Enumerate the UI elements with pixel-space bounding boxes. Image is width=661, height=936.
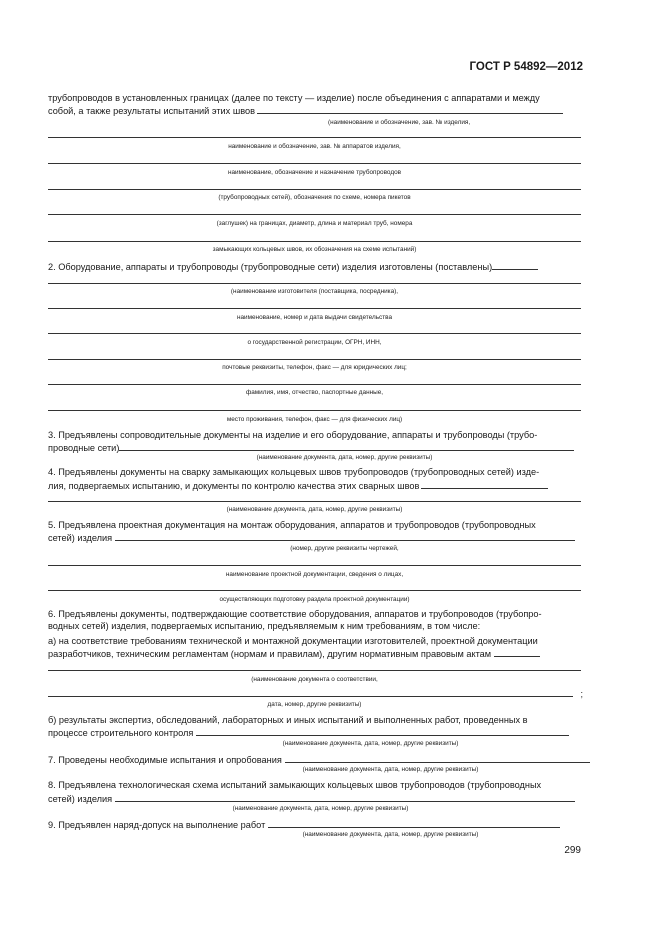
form-text-line: 4. Предъявлены документы на сварку замыкающих кольцевых швов трубопроводов (трубопроводных сетей) изде- (48, 467, 540, 477)
field-caption: наименование, номер и дата выдачи свидетельства (236, 314, 393, 321)
form-text-line: 9. Предъявлен наряд-допуск на выполнение работ (48, 820, 266, 830)
form-text-line: проводные сети) (48, 443, 120, 453)
field-caption: дата, номер, другие реквизиты) (267, 701, 362, 708)
form-text-line: а) на соответствие требованиям технической и монтажной документации изготовителей, проектной документации (48, 636, 538, 646)
semicolon-mark: ; (580, 689, 583, 699)
fill-line[interactable] (48, 308, 581, 309)
field-caption: замыкающих кольцевых швов, их обозначения на схеме испытаний) (212, 246, 417, 253)
field-caption: место проживания, телефон, факс — для физических лиц) (226, 416, 403, 423)
fill-line[interactable] (48, 501, 581, 502)
fill-line[interactable] (48, 214, 581, 215)
fill-line[interactable] (48, 410, 581, 411)
field-caption: почтовые реквизиты, телефон, факс — для юридических лиц; (222, 364, 407, 371)
fill-line[interactable] (48, 163, 581, 164)
field-caption: (номер, другие реквизиты чертежей, (290, 545, 399, 552)
form-text-line: 8. Предъявлена технологическая схема испытаний замыкающих кольцевых швов трубопроводов (трубопроводных (48, 780, 542, 790)
form-text-line: сетей) изделия (48, 794, 113, 804)
form-text-line: процессе строительного контроля (48, 728, 194, 738)
form-text-line: сетей) изделия (48, 533, 113, 543)
form-text-line: 2. Оборудование, аппараты и трубопроводы (трубопроводные сети) изделия изготовлены (поставлены) (48, 262, 493, 272)
form-text-line: б) результаты экспертиз, обследований, лабораторных и иных испытаний и выполненных работ, проведенных в (48, 715, 528, 725)
fill-line[interactable] (48, 565, 581, 566)
field-caption: (наименование документа, дата, номер, другие реквизиты) (282, 740, 459, 747)
field-caption: наименование, обозначение и назначение трубопроводов (227, 169, 402, 176)
field-caption: (наименование документа, дата, номер, другие реквизиты) (232, 805, 409, 812)
fill-line[interactable] (48, 137, 581, 138)
field-caption: (наименование и обозначение, зав. № изделия, (328, 119, 471, 126)
form-text-line: 5. Предъявлена проектная документация на монтаж оборудования, аппаратов и трубопроводов (трубопроводных (48, 520, 536, 530)
fill-line[interactable] (48, 696, 573, 697)
form-text-line: 7. Проведены необходимые испытания и опробования (48, 755, 282, 765)
form-text-line: разработчиков, техническим регламентам (нормам и правилам), другим нормативным правовым актам (48, 649, 492, 659)
fill-line[interactable] (48, 670, 581, 671)
document-header-id: ГОСТ Р 54892—2012 (469, 61, 583, 73)
field-caption: (заглушек) на границах, диаметр, длина и материал труб, номера (216, 220, 413, 227)
field-caption: фамилия, имя, отчество, паспортные данные, (245, 389, 384, 396)
field-caption: (наименование документа, дата, номер, другие реквизиты) (302, 766, 479, 773)
field-caption: наименование и обозначение, зав. № аппаратов изделия, (228, 143, 401, 150)
fill-line[interactable] (48, 333, 581, 334)
field-caption: (наименование документа, дата, номер, другие реквизиты) (302, 831, 479, 838)
field-caption: (наименование документа о соответствии, (251, 676, 378, 683)
form-text-line: трубопроводов в установленных границах (далее по тексту — изделие) после объединения с аппаратами и между (48, 93, 540, 103)
field-caption: осуществляющих подготовку раздела проектной документации) (219, 596, 410, 603)
field-caption: (наименование изготовителя (поставщика, посредника), (230, 288, 399, 295)
fill-line[interactable] (48, 359, 581, 360)
fill-line[interactable] (48, 283, 581, 284)
field-caption: (наименование документа, дата, номер, другие реквизиты) (256, 454, 433, 461)
page-number: 299 (564, 845, 581, 856)
fill-line[interactable] (48, 590, 581, 591)
field-caption: (трубопроводных сетей), обозначения по схеме, номера пикетов (218, 194, 411, 201)
fill-line[interactable] (48, 241, 581, 242)
form-text-line: водных сетей) изделия, подвергаемых испытанию, предъявляемым к ним требованиям, в том числе: (48, 621, 481, 631)
form-text-line: лия, подвергаемых испытанию, и документы по контролю качества этих сварных швов (48, 481, 420, 491)
fill-line[interactable] (48, 189, 581, 190)
form-text-line: 6. Предъявлены документы, подтверждающие соответствие оборудования, аппаратов и трубопроводов (трубопро- (48, 609, 542, 619)
field-caption: о государственной регистрации, ОГРН, ИНН, (247, 339, 382, 346)
form-text-line: собой, а также результаты испытаний этих швов (48, 106, 255, 116)
fill-line[interactable] (48, 384, 581, 385)
form-text-line: 3. Предъявлены сопроводительные документы на изделие и его оборудование, аппараты и трубопроводы (трубо- (48, 430, 538, 440)
field-caption: наименование проектной документации, сведения о лицах, (225, 571, 404, 578)
field-caption: (наименование документа, дата, номер, другие реквизиты) (226, 506, 403, 513)
